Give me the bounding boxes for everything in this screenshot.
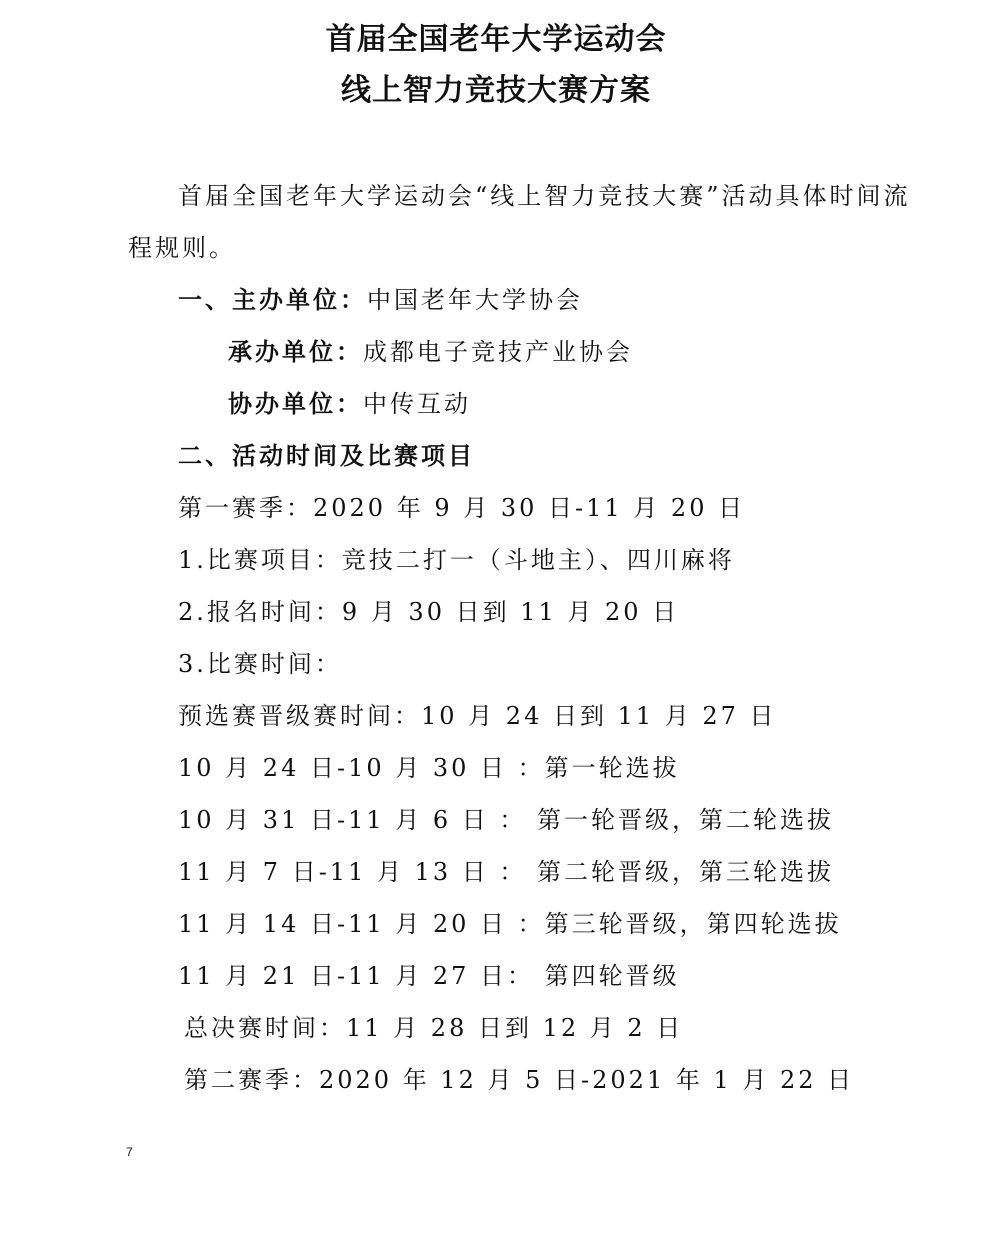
final-round-time: 总决赛时间：11 月 28 日到 12 月 2 日 xyxy=(184,1014,684,1042)
competition-items: 1.比赛项目：竞技二打一（斗地主）、四川麻将 xyxy=(178,546,735,574)
registration-time: 2.报名时间：9 月 30 日到 11 月 20 日 xyxy=(178,598,680,626)
organizer-unit-label: 承办单位： xyxy=(228,338,363,366)
schedule-round-3: 11 月 7 日-11 月 13 日 ： 第二轮晋级，第三轮选拔 xyxy=(178,858,835,886)
competition-time-heading: 3.比赛时间： xyxy=(178,650,342,678)
co-organizer-unit-line xyxy=(228,389,471,419)
intro-paragraph-line-2: 程规则。 xyxy=(128,234,236,262)
host-unit-label: 一、主办单位： xyxy=(178,286,367,314)
host-unit-line xyxy=(178,285,583,315)
schedule-round-4: 11 月 14 日-11 月 20 日 ：第三轮晋级，第四轮选拔 xyxy=(178,910,842,938)
season-1-dates: 第一赛季：2020 年 9 月 30 日-11 月 20 日 xyxy=(178,494,746,522)
preliminary-round-time: 预选赛晋级赛时间：10 月 24 日到 11 月 27 日 xyxy=(178,702,777,730)
schedule-round-2: 10 月 31 日-11 月 6 日 ： 第一轮晋级，第二轮选拔 xyxy=(178,806,835,834)
schedule-round-5: 11 月 21 日-11 月 27 日： 第四轮晋级 xyxy=(178,962,680,990)
host-unit-value: 中国老年大学协会 xyxy=(367,286,583,314)
organizer-unit-line xyxy=(228,337,633,367)
document-title-line-1: 首届全国老年大学运动会 xyxy=(325,22,667,57)
schedule-round-1: 10 月 24 日-10 月 30 日 ：第一轮选拔 xyxy=(178,754,680,782)
organizer-unit-value: 成都电子竞技产业协会 xyxy=(363,338,633,366)
page-number: 7 xyxy=(126,1145,133,1159)
co-organizer-unit-value: 中传互动 xyxy=(363,390,471,418)
section-2-heading: 二、活动时间及比赛项目 xyxy=(178,442,475,470)
co-organizer-unit-label: 协办单位： xyxy=(228,390,363,418)
document-title-line-2: 线上智力竞技大赛方案 xyxy=(341,73,651,108)
season-2-dates: 第二赛季：2020 年 12 月 5 日-2021 年 1 月 22 日 xyxy=(184,1066,855,1094)
intro-paragraph-line-1: 首届全国老年大学运动会“线上智力竞技大赛”活动具体时间流 xyxy=(178,182,911,210)
